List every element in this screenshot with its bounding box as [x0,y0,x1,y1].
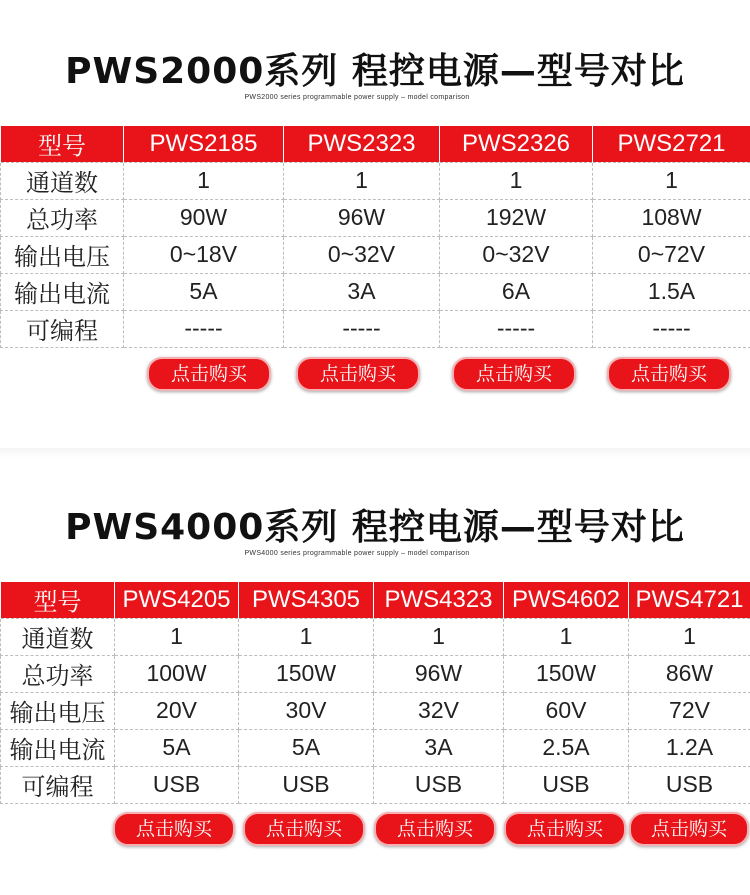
buy-button-row [0,812,750,846]
pws2000-section [0,0,750,440]
header-cell-model: PWS2721 [593,126,750,162]
table-cell: 1.5A [593,273,750,310]
table-row [1,162,750,199]
table-cell: 0~18V [124,236,284,273]
buy-button[interactable]: 点击购买 [243,812,365,846]
table-cell: 5A [239,729,374,766]
table-cell: USB [115,766,239,803]
section-title: PWS2000系列 程控电源—型号对比 [65,51,685,92]
table-cell: 1.2A [629,729,750,766]
table-header-row [1,582,750,618]
header-cell-model: PWS2185 [124,126,284,162]
table-cell: 96W [374,655,504,692]
section-subtitle: PWS4000 series programmable power supply – model comparison [244,550,470,557]
table-row [1,655,750,692]
table-header-row [1,126,750,162]
table-cell: ----- [284,310,440,347]
table-cell: ----- [124,310,284,347]
row-label: 可编程 [1,766,115,803]
table-cell: USB [239,766,374,803]
table-cell: USB [629,766,750,803]
table-cell: 150W [504,655,629,692]
table-cell: ----- [593,310,750,347]
section-subtitle: PWS2000 series programmable power supply – model comparison [244,94,470,101]
buy-button[interactable]: 点击购买 [296,357,420,391]
row-label: 通道数 [1,618,115,655]
header-cell-model: PWS4205 [115,582,239,618]
comparison-table [0,582,750,804]
table-cell: 1 [504,618,629,655]
row-label: 可编程 [1,310,124,347]
table-cell: 0~72V [593,236,750,273]
header-cell-model: PWS4305 [239,582,374,618]
table-cell: 5A [115,729,239,766]
table-cell: 3A [374,729,504,766]
row-label: 输出电压 [1,236,124,273]
table-cell: ----- [440,310,593,347]
table-cell: 20V [115,692,239,729]
table-cell: USB [504,766,629,803]
row-label: 输出电流 [1,729,115,766]
buy-button[interactable]: 点击购买 [374,812,496,846]
buy-button[interactable]: 点击购买 [607,357,731,391]
header-cell-model: PWS2323 [284,126,440,162]
row-label: 总功率 [1,655,115,692]
buy-button[interactable]: 点击购买 [452,357,576,391]
header-cell-label: 型号 [1,126,124,162]
table-row [1,729,750,766]
table-cell: 60V [504,692,629,729]
table-cell: 6A [440,273,593,310]
table-cell: 5A [124,273,284,310]
table-cell: 108W [593,199,750,236]
buy-button-row [0,357,750,391]
row-label: 输出电压 [1,692,115,729]
table-cell: 90W [124,199,284,236]
table-cell: 1 [284,162,440,199]
table-cell: 100W [115,655,239,692]
table-row [1,199,750,236]
table-row [1,236,750,273]
section-title: PWS4000系列 程控电源—型号对比 [65,507,685,548]
header-cell-model: PWS4721 [629,582,750,618]
table-row [1,310,750,347]
table-cell: 3A [284,273,440,310]
table-cell: 0~32V [440,236,593,273]
header-cell-label: 型号 [1,582,115,618]
table-cell: 30V [239,692,374,729]
table-cell: 96W [284,199,440,236]
table-cell: 1 [115,618,239,655]
buy-button[interactable]: 点击购买 [629,812,749,846]
table-cell: 1 [629,618,750,655]
table-cell: 1 [440,162,593,199]
table-cell: 72V [629,692,750,729]
table-row [1,273,750,310]
table-cell: 32V [374,692,504,729]
table-cell: 1 [124,162,284,199]
header-cell-model: PWS4323 [374,582,504,618]
row-label: 通道数 [1,162,124,199]
table-cell: USB [374,766,504,803]
table-cell: 2.5A [504,729,629,766]
buy-button[interactable]: 点击购买 [113,812,235,846]
table-cell: 150W [239,655,374,692]
comparison-table [0,126,750,348]
table-row [1,766,750,803]
pws4000-section [0,458,750,895]
table-row [1,618,750,655]
table-cell: 1 [374,618,504,655]
section-divider [0,448,750,458]
row-label: 输出电流 [1,273,124,310]
table-cell: 192W [440,199,593,236]
table-cell: 1 [239,618,374,655]
table-cell: 1 [593,162,750,199]
table-row [1,692,750,729]
table-cell: 86W [629,655,750,692]
row-label: 总功率 [1,199,124,236]
buy-button[interactable]: 点击购买 [147,357,271,391]
table-cell: 0~32V [284,236,440,273]
buy-button[interactable]: 点击购买 [504,812,626,846]
header-cell-model: PWS2326 [440,126,593,162]
header-cell-model: PWS4602 [504,582,629,618]
